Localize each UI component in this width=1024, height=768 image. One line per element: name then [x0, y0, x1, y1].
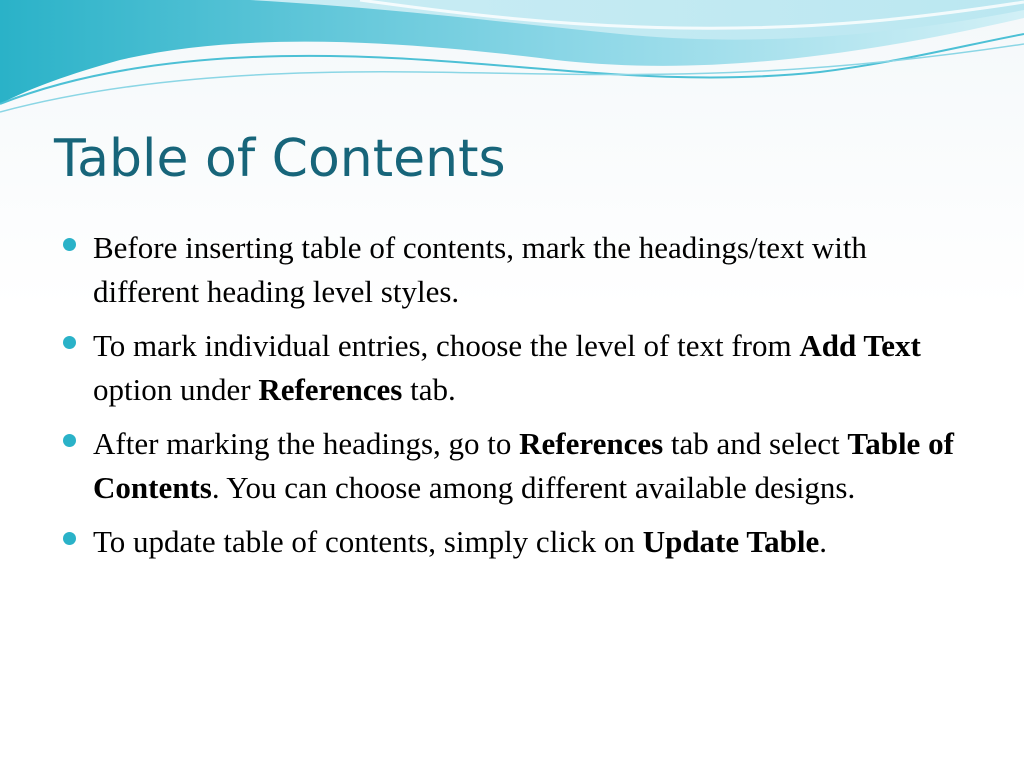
bullet-list: [62, 226, 962, 574]
bullet-text-segment: To update table of contents, simply click on: [93, 524, 643, 559]
bullet-text-segment: After marking the headings, go to: [93, 426, 520, 461]
bullet-text-segment: . You can choose among different available designs.: [211, 470, 856, 505]
bullet-text-segment: tab.: [402, 372, 456, 407]
bullet-dot-icon: [63, 532, 76, 545]
slide-title: Table of Contents: [54, 129, 506, 189]
bullet-text-segment: Before inserting table of contents, mark the headings/text with different heading level styles.: [93, 230, 867, 309]
bullet-item: [62, 422, 962, 510]
bullet-dot-icon: [63, 238, 76, 251]
bullet-text-segment: To mark individual entries, choose the level of text from: [93, 328, 800, 363]
bullet-text: [93, 524, 827, 559]
bullet-text-bold: References: [258, 372, 403, 407]
bullet-text-segment: option under: [93, 372, 259, 407]
bullet-dot-icon: [63, 336, 76, 349]
bullet-text: [93, 426, 954, 505]
bullet-text-bold: Update Table: [642, 524, 820, 559]
header-wave-decoration: [0, 0, 1024, 130]
bullet-item: [62, 226, 962, 314]
bullet-text-segment: .: [819, 524, 828, 559]
bullet-item: [62, 324, 962, 412]
bullet-item: [62, 520, 962, 564]
bullet-text-bold: Add Text: [799, 328, 921, 363]
bullet-text: [93, 328, 921, 407]
bullet-text-segment: tab and select: [663, 426, 848, 461]
bullet-text-bold: References: [519, 426, 664, 461]
bullet-dot-icon: [63, 434, 76, 447]
bullet-text-bold: Table of Contents: [93, 426, 954, 505]
bullet-text: [93, 230, 867, 309]
